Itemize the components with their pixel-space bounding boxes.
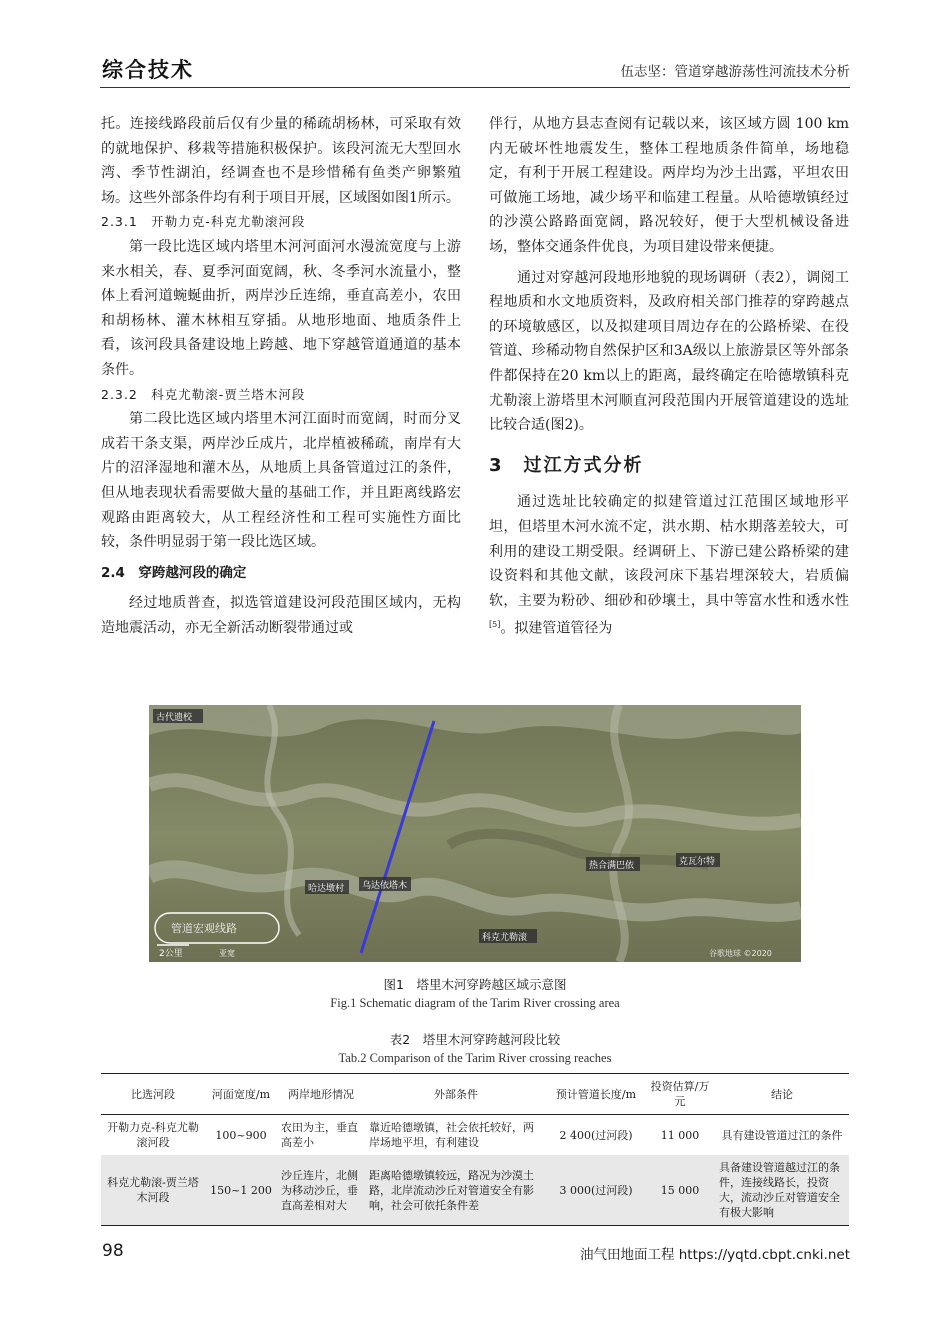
- column-header: 比选河段: [101, 1074, 205, 1115]
- section-label: 综合技术: [102, 58, 194, 82]
- column-header: 投资估算/万元: [645, 1074, 715, 1115]
- section-heading-2-4: 2.4 穿跨越河段的确定: [101, 564, 247, 581]
- column-header: 两岸地形情况: [277, 1074, 365, 1115]
- map-label: 古代遗校: [156, 713, 193, 723]
- cell-external: 靠近哈德墩镇，社会依托较好，两岸场地平坦，有利建设: [369, 1121, 534, 1149]
- column-header: 预计管道长度/m: [547, 1074, 645, 1115]
- paragraph: 通过对穿越河段地形地貌的现场调研（表2），调阅工程地质和水文地质资料，及政府相关部门推荐的穿跨越点的环境敏感区，以及拟建项目周边存在的公路桥梁、在役管道、珍稀动物自然保护区和3A级以上旅游景区等外部条件都保持在20 km以上的距离，最终确定在哈德墩镇科克尤勒滚上游塔里木河顺直河段范围内开展管道建设的选址比较合适(图2)。: [489, 269, 849, 434]
- figure-caption-en: Fig.1 Schematic diagram of the Tarim River crossing area: [330, 996, 620, 1010]
- cell-width: 150~1 200: [205, 1155, 277, 1226]
- paragraph: 通过选址比较确定的拟建管道过江范围区域地形平坦，但塔里木河水流不定，洪水期、枯水期落差较大，可利用的建设工期受限。经调研上、下游已建公路桥梁的建设资料和其他文献，该段河床下基岩埋深较大，岩质偏软，主要为粉砂、细砂和砂壤土，具中等富水性和透水性[5]。拟建管道管径为: [489, 494, 849, 637]
- cell-terrain: 农田为主，垂直高差小: [281, 1121, 358, 1149]
- map-watermark: 谷歌地球 ©2020: [709, 949, 772, 958]
- map-label-village1: 哈达墩村: [308, 884, 345, 894]
- table-row: [101, 1115, 849, 1156]
- column-header: 外部条件: [365, 1074, 547, 1115]
- paragraph: 经过地质普查，拟选管道建设河段范围区域内，无构造地震活动，亦无全新活动断裂带通过或: [101, 595, 461, 636]
- cell-conclusion: 具有建设管道过江的条件: [721, 1128, 843, 1142]
- reference-marker: [5]: [489, 620, 501, 630]
- map-label-village2: 乌达依塔木: [362, 881, 408, 891]
- figure-caption-cn: 图1 塔里木河穿跨越区域示意图: [383, 977, 567, 992]
- cell-investment: 15 000: [645, 1155, 715, 1226]
- scale-label: 2公里: [159, 949, 183, 959]
- subsection-heading-2-3-1: 2.3.1 开勒力克-科克尤勒滚河段: [101, 214, 306, 230]
- cell-width: 100~900: [215, 1128, 267, 1142]
- left-column: [101, 112, 461, 640]
- satellite-map-figure: [149, 705, 801, 962]
- cell-reach: 科克尤勒滚-贾兰塔木河段: [101, 1155, 205, 1226]
- cell-investment: 11 000: [660, 1128, 700, 1142]
- satellite-map: [149, 705, 801, 962]
- paragraph: 托。连接线路段前后仅有少量的稀疏胡杨林，可采取有效的就地保护、移栽等措施积极保护。该段河流无大型回水湾、季节性湖泊，经调查也不是珍惜稀有鱼类产卵繁殖场。这些外部条件均有利于项目开展，区域图如图1所示。: [101, 116, 461, 206]
- header-rule: [100, 87, 850, 88]
- right-column: [489, 112, 849, 642]
- map-label-place1: 热合满巴依: [589, 861, 635, 871]
- section-heading-3: 3 过江方式分析: [489, 454, 644, 476]
- subsection-heading-2-3-2: 2.3.2 科克尤勒滚-贾兰塔木河段: [101, 386, 306, 402]
- bottom-mark: 亚宽: [219, 949, 235, 958]
- column-header: 河面宽度/m: [205, 1074, 277, 1115]
- cell-terrain: 沙丘连片，北侧为移动沙丘，垂直高差相对大: [277, 1155, 365, 1226]
- paragraph: 伴行，从地方县志查阅有记载以来，该区域方圆 100 km内无破坏性地震发生，整体工程地质条件简单，场地稳定，有利于开展工程建设。两岸均为沙土出露，平坦农田可做施工场地，减少场平和临建工程量。从哈德墩镇经过的沙漠公路路面宽阔，路况较好，便于大型机械设备进场，整体交通条件优良，为项目建设带来便捷。: [489, 116, 849, 255]
- table-row: [101, 1155, 849, 1226]
- table-caption-en: Tab.2 Comparison of the Tarim River crossing reaches: [338, 1051, 612, 1065]
- legend-text: 管道宏观线路: [171, 922, 237, 935]
- cell-length: 2 400(过河段): [559, 1128, 633, 1142]
- column-header: 结论: [715, 1074, 849, 1115]
- map-label-place3: 科克尤勒滚: [482, 933, 528, 943]
- paragraph: 第一段比选区域内塔里木河河面河水漫流宽度与上游来水相关，春、夏季河面宽阔，秋、冬季河水流量小，整体上看河道蜿蜒曲折，两岸沙丘连绵，垂直高差小，农田和胡杨林、灌木林相互穿插。从地形地面、地质条件上看，该河段具备建设地上跨越、地下穿越管道通道的基本条件。: [101, 238, 461, 378]
- comparison-table: [101, 1073, 849, 1226]
- running-title: 伍志坚：管道穿越游荡性河流技术分析: [620, 64, 850, 80]
- page-number: 98: [102, 1241, 124, 1261]
- paragraph: 第二段比选区域内塔里木河江面时而宽阔，时而分叉成若干条支渠，两岸沙丘成片，北岸植被稀疏，南岸有大片的沼泽湿地和灌木丛，从地质上具备管道过江的条件，但从地表现状看需要做大量的基础工作，并且距离线路宏观路由距离较大，从工程经济性和工程可实施性方面比较，条件明显弱于第一段比选区域。: [101, 411, 461, 551]
- table-header-row: [101, 1074, 849, 1115]
- cell-length: 3 000(过河段): [547, 1155, 645, 1226]
- table-caption-cn: 表2 塔里木河穿跨越河段比较: [389, 1032, 561, 1047]
- journal-footer: 油气田地面工程 https://yqtd.cbpt.cnki.net: [579, 1247, 850, 1263]
- cell-reach: 开勒力克-科克尤勒滚河段: [107, 1121, 199, 1149]
- cell-external: 距离哈德墩镇较远，路况为沙漠土路，北岸流动沙丘对管道安全有影响，社会可依托条件差: [365, 1155, 547, 1226]
- map-label-place2: 克瓦尔特: [679, 857, 716, 867]
- cell-conclusion: 具备建设管道越过江的条件，连接线路长，投资大，流动沙丘对管道安全有极大影响: [715, 1155, 849, 1226]
